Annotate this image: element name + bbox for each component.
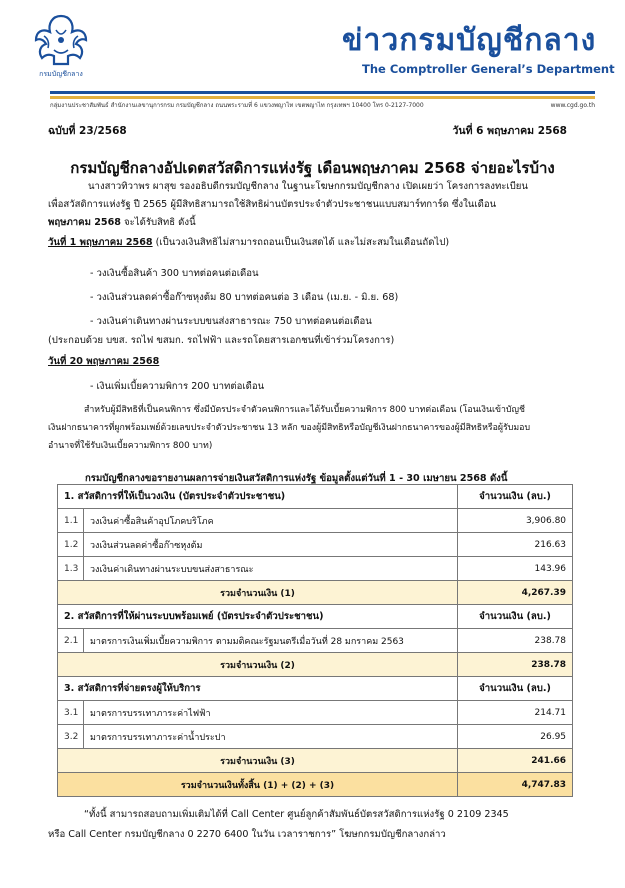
day1-heading: วันที่ 1 พฤษภาคม 2568	[48, 237, 153, 248]
subtotal-label: รวมจำนวนเงิน (2)	[58, 653, 458, 677]
day20-para-2: เงินฝากธนาคารที่ผูกพร้อมเพย์ด้วยเลขประจำตัวประชาชน 13 หลัก ของผู้มีสิทธิหรือบัญชีเงินฝากธนาคารของผู้มีสิทธิหรือผู้รับมอบ	[48, 423, 531, 433]
section-header-row	[58, 605, 573, 629]
issue-number: ฉบับที่ 23/2568	[48, 125, 127, 137]
section-title: 2. สวัสดิการที่ให้ผ่านระบบพร้อมเพย์ (บัตรประจำตัวประชาชน)	[58, 605, 458, 629]
address-bar	[50, 99, 595, 112]
table-caption: กรมบัญชีกลางขอรายงานผลการจ่ายเงินสวัสดิการแห่งรัฐ ข้อมูลตั้งแต่วันที่ 1 - 30 เมษายน 2568 ดังนี้	[85, 473, 508, 484]
row-label: วงเงินส่วนลดค่าซื้อก๊าซหุงต้ม	[84, 533, 458, 557]
logo-caption: กรมบัญชีกลาง	[39, 70, 83, 78]
row-label: มาตรการบรรเทาภาระค่าไฟฟ้า	[84, 701, 458, 725]
grand-total-label: รวมจำนวนเงินทั้งสิ้น (1) + (2) + (3)	[58, 773, 458, 797]
row-number: 1.1	[58, 509, 84, 533]
amount-header: จำนวนเงิน (ลบ.)	[458, 677, 573, 701]
document-title: กรมบัญชีกลางอัปเดตสวัสดิการแห่งรัฐ เดือนพฤษภาคม 2568 จ่ายอะไรบ้าง	[70, 159, 555, 177]
section-title: 3. สวัสดิการที่จ่ายตรงผู้ให้บริการ	[58, 677, 458, 701]
day20-para-3: อำนาจที่ใช้รับเงินเบี้ยความพิการ 800 บาท)	[48, 441, 213, 451]
intro-month: พฤษภาคม 2568	[48, 217, 121, 228]
brand-masthead	[302, 20, 615, 82]
website-text: www.cgd.go.th	[550, 102, 595, 109]
table-row	[58, 557, 573, 581]
table-row	[58, 533, 573, 557]
footer-line-2: หรือ Call Center กรมบัญชีกลาง 0 2270 6400 ในวัน เวลาราชการ” โฆษกกรมบัญชีกลางกล่าว	[48, 829, 446, 840]
intro-line-3	[48, 216, 588, 230]
row-label: มาตรการบรรเทาภาระค่าน้ำประปา	[84, 725, 458, 749]
subtotal-label: รวมจำนวนเงิน (1)	[58, 581, 458, 605]
table-row	[58, 701, 573, 725]
row-number: 3.2	[58, 725, 84, 749]
row-amount: 216.63	[458, 533, 573, 557]
intro-line-3-rest: จะได้รับสิทธิ ดังนี้	[120, 217, 196, 228]
header-rule	[50, 91, 595, 99]
section-header-row	[58, 485, 573, 509]
garuda-emblem-icon	[30, 10, 92, 80]
subtotal-label: รวมจำนวนเงิน (3)	[58, 749, 458, 773]
row-number: 2.1	[58, 629, 84, 653]
welfare-payment-table	[57, 484, 573, 797]
day1-item: - วงเงินส่วนลดค่าซื้อก๊าซหุงต้ม 80 บาทต่อคนต่อ 3 เดือน (เม.ย. - มิ.ย. 68)	[90, 292, 399, 303]
day1-item: - วงเงินค่าเดินทางผ่านระบบขนส่งสาธารณะ 750 บาทต่อคนต่อเดือน	[90, 316, 372, 327]
row-label: มาตรการเงินเพิ่มเบี้ยความพิการ ตามมติคณะรัฐมนตรีเมื่อวันที่ 28 มกราคม 2563	[84, 629, 458, 653]
row-amount: 214.71	[458, 701, 573, 725]
row-amount: 143.96	[458, 557, 573, 581]
table-row	[58, 509, 573, 533]
subtotal-amount: 4,267.39	[458, 581, 573, 605]
address-text: กลุ่มงานประชาสัมพันธ์ สำนักงานเลขานุการกรม กรมบัญชีกลาง ถนนพระรามที่ 6 แขวงพญาไท เขตพญาไท กรุงเทพฯ 10400 โทร 0-2127-7000	[50, 102, 424, 109]
intro-line-1: นางสาวทิวาพร ผาสุข รองอธิบดีกรมบัญชีกลาง ในฐานะโฆษกกรมบัญชีกลาง เปิดเผยว่า โครงการลงทะเบียน	[88, 181, 528, 192]
day1-note: (เป็นวงเงินสิทธิไม่สามารถถอนเป็นเงินสดได้ และไม่สะสมในเดือนถัดไป)	[152, 237, 450, 248]
row-amount: 3,906.80	[458, 509, 573, 533]
transport-note: (ประกอบด้วย บขส. รถไฟ ขสมก. รถไฟฟ้า และรถโดยสารเอกชนที่เข้าร่วมโครงการ)	[48, 335, 395, 346]
day20-heading: วันที่ 20 พฤษภาคม 2568	[48, 356, 160, 367]
day20-section	[48, 355, 588, 369]
row-number: 3.1	[58, 701, 84, 725]
day20-para-1: สำหรับผู้มีสิทธิที่เป็นคนพิการ ซึ่งมีบัตรประจำตัวคนพิการและได้รับเบี้ยความพิการ 800 บาทต่อเดือน (โอนเงินเข้าบัญชี	[84, 405, 525, 415]
row-number: 1.2	[58, 533, 84, 557]
row-number: 1.3	[58, 557, 84, 581]
footer-line-1: “ทั้งนี้ สามารถสอบถามเพิ่มเติมได้ที่ Call Center ศูนย์ลูกค้าสัมพันธ์บัตรสวัสดิการแห่งรัฐ 0 2109 2345	[84, 809, 509, 820]
grand-total-row	[58, 773, 573, 797]
table-row	[58, 725, 573, 749]
grand-total-amount: 4,747.83	[458, 773, 573, 797]
subtotal-row	[58, 749, 573, 773]
row-label: วงเงินค่าซื้อสินค้าอุปโภคบริโภค	[84, 509, 458, 533]
section-header-row	[58, 677, 573, 701]
day1-item: - วงเงินซื้อสินค้า 300 บาทต่อคนต่อเดือน	[90, 268, 259, 279]
brand-thai-title: ข่าวกรมบัญชีกลาง	[342, 23, 597, 58]
table-row	[58, 629, 573, 653]
subtotal-amount: 238.78	[458, 653, 573, 677]
issue-date: วันที่ 6 พฤษภาคม 2568	[452, 125, 567, 137]
intro-line-2: เพื่อสวัสดิการแห่งรัฐ ปี 2565 ผู้มีสิทธิสามารถใช้สิทธิผ่านบัตรประจำตัวประชาชนแบบสมาร์ทการ์ด ซึ่งในเดือน	[48, 199, 497, 210]
amount-header: จำนวนเงิน (ลบ.)	[458, 605, 573, 629]
section-title: 1. สวัสดิการที่ให้เป็นวงเงิน (บัตรประจำตัวประชาชน)	[58, 485, 458, 509]
subtotal-row	[58, 653, 573, 677]
brand-english-title: The Comptroller General’s Department	[362, 62, 615, 76]
row-amount: 26.95	[458, 725, 573, 749]
row-amount: 238.78	[458, 629, 573, 653]
subtotal-row	[58, 581, 573, 605]
row-label: วงเงินค่าเดินทางผ่านระบบขนส่งสาธารณะ	[84, 557, 458, 581]
subtotal-amount: 241.66	[458, 749, 573, 773]
amount-header: จำนวนเงิน (ลบ.)	[458, 485, 573, 509]
day1-section	[48, 236, 588, 250]
day20-item: - เงินเพิ่มเบี้ยความพิการ 200 บาทต่อเดือน	[90, 381, 265, 392]
